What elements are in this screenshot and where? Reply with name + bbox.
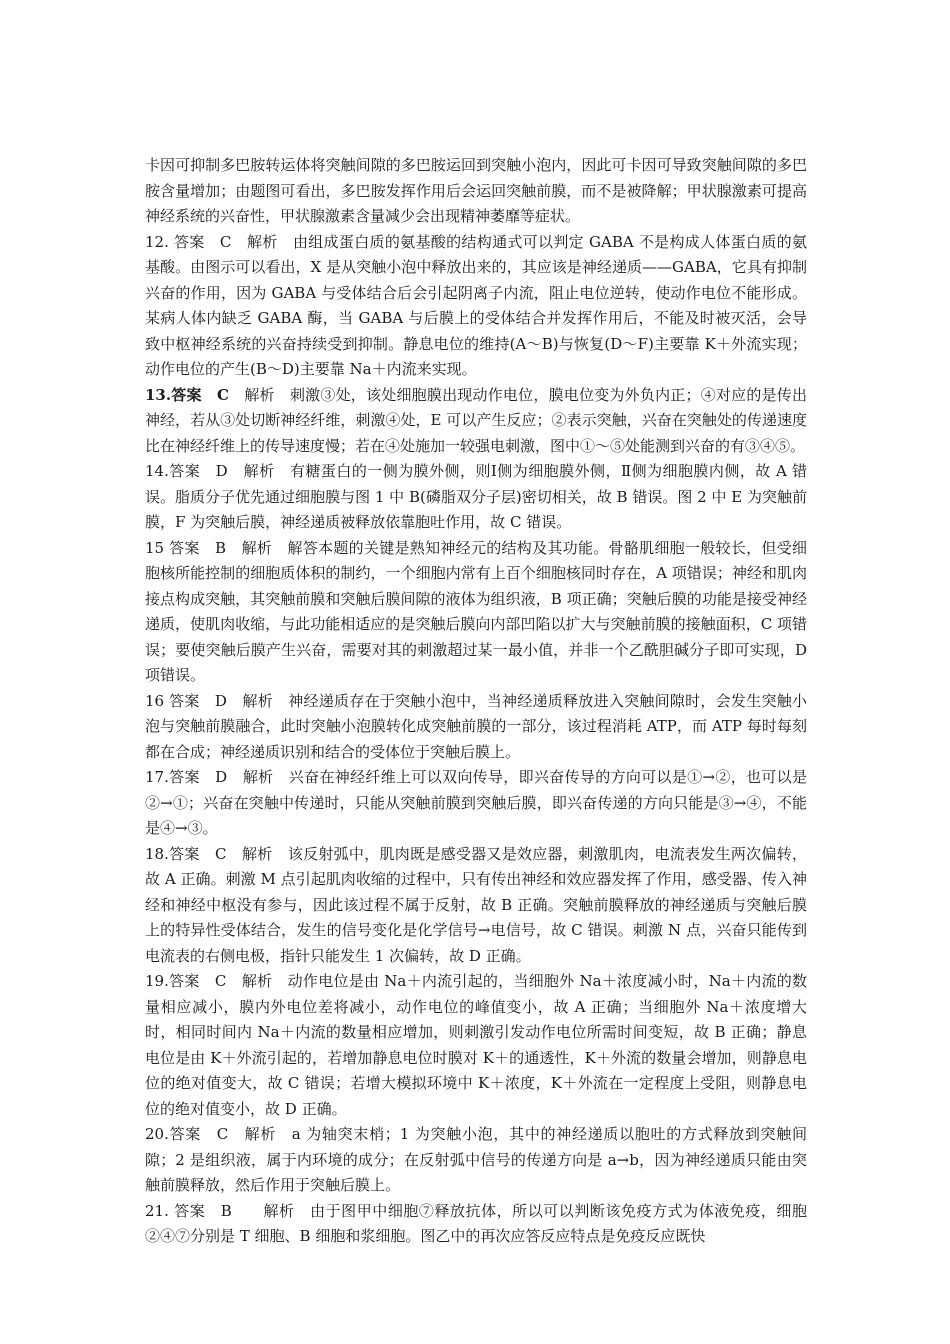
answer-17 [145,765,807,842]
answer-15 [145,536,807,689]
answer-heading: 15 答案 B 解析 [145,538,288,557]
answer-explanation: 该反射弧中，肌肉既是感受器又是效应器，刺激肌肉，电流表发生两次偏转，故 A 正确。刺激 M 点引起肌肉收缩的过程中，只有传出神经和效应器发挥了作用，感受器、传入神经和神经中枢没有参与，因此该过程不属于反射，故 B 正确。突触前膜释放的神经递质与突触后膜上的特异性受体结合，发生的信号变化是化学信号→电信号，故 C 错误。刺激 N 点，兴奋只能传到电流表的右侧电极，指针只能发生 1 次偏转，故 D 正确。 [145,844,807,965]
answer-explanation: 由于图甲中细胞⑦释放抗体，所以可以判断该免疫方式为体液免疫，细胞②④⑦分别是 T 细胞、B 细胞和浆细胞。图乙中的再次应答反应特点是免疫反应既快 [145,1201,807,1245]
paragraph-continuation [145,153,807,230]
document-page [145,153,807,1250]
answer-heading: 14.答案 D 解析 [145,462,290,480]
answer-19 [145,969,807,1122]
answer-16 [145,689,807,766]
answer-explanation: 神经递质存在于突触小泡中，当神经递质释放进入突触间隙时，会发生突触小泡与突触前膜融合，此时突触小泡膜转化成突触前膜的一部分，该过程消耗 ATP，而 ATP 每时每刻都在合成；神经递质识别和结合的受体位于突触后膜上。 [145,691,807,761]
answer-explanation: 解答本题的关键是熟知神经元的结构及其功能。骨骼肌细胞一般较长，但受细胞核所能控制的细胞质体积的制约，一个细胞内常有上百个细胞核同时存在，A 项错误；神经和肌肉接点构成突触，其突触前膜和突触后膜间隙的液体为组织液，B 项正确；突触后膜的功能是接受神经递质，使肌肉收缩，与此功能相适应的是突触后膜向内部凹陷以扩大与突触前膜的接触面积，C 项错误；要使突触后膜产生兴奋，需要对其的刺激超过某一最小值，并非一个乙酰胆碱分子即可实现，D 项错误。 [145,538,807,684]
answer-21 [145,1199,807,1250]
answer-explanation: 有糖蛋白的一侧为膜外侧，则Ⅰ侧为细胞膜外侧，Ⅱ侧为细胞膜内侧，故 A 错误。脂质分子优先通过细胞膜与图 1 中 B(磷脂双分子层)密切相关，故 B 错误。图 2 中 E 为突触前膜，F 为突触后膜，神经递质被释放依靠胞吐作用，故 C 错误。 [145,462,807,531]
answer-heading: 18.答案 C 解析 [145,844,288,863]
answer-heading: 19.答案 C 解析 [145,972,288,990]
answer-explanation: 兴奋在神经纤维上可以双向传导，即兴奋传导的方向可以是①→②，也可以是②→①；兴奋在突触中传递时，只能从突触前膜到突触后膜，即兴奋传递的方向只能是③→④，不能是④→③。 [145,768,808,837]
answer-heading: 20.答案 C 解析 [145,1125,292,1143]
answer-12 [145,230,807,383]
paragraph-text: 卡因可抑制多巴胺转运体将突触间隙的多巴胺运回到突触小泡内，因此可卡因可导致突触间隙的多巴胺含量增加；由题图可看出，多巴胺发挥作用后会运回突触前膜，而不是被降解；甲状腺激素可提高神经系统的兴奋性，甲状腺激素含量减少会出现精神萎靡等症状。 [145,156,807,225]
answer-heading: 21. 答案 B 解析 [145,1201,311,1220]
answer-heading: 13.答案 C [145,385,229,404]
answer-explanation: 由组成蛋白质的氨基酸的结构通式可以判定 GABA 不是构成人体蛋白质的氨基酸。由图示可以看出，X 是从突触小泡中释放出来的，其应该是神经递质——GABA，它具有抑制兴奋的作用，因为 GABA 与受体结合后会引起阴离子内流，阻止电位逆转，使动作电位不能形成。某病人体内缺乏 GABA 酶，当 GABA 与后膜上的受体结合并发挥作用后，不能及时被灭活，会导致中枢神经系统的兴奋持续受到抑制。静息电位的维持(A～B)与恢复(D～F)主要靠 K＋外流实现；动作电位的产生(B～D)主要靠 Na＋内流来实现。 [145,232,807,378]
answer-explanation: a 为轴突末梢；1 为突触小泡，其中的神经递质以胞吐的方式释放到突触间隙；2 是组织液，属于内环境的成分；在反射弧中信号的传递方向是 a→b，因为神经递质只能由突触前膜释放，然后作用于突触后膜上。 [145,1125,807,1194]
answer-20 [145,1122,807,1199]
answer-heading: 17.答案 D 解析 [145,768,289,786]
answer-18 [145,842,807,970]
answer-explanation: 解析 刺激③处，该处细胞膜出现动作电位，膜电位变为外负内正；④对应的是传出神经，若从③处切断神经纤维，刺激④处，E 可以产生反应；②表示突触，兴奋在突触处的传递速度比在神经纤维上的传导速度慢；若在④处施加一较强电刺激，图中①～⑤处能测到兴奋的有③④⑤。 [145,385,807,455]
answer-heading: 12. 答案 C 解析 [145,232,293,251]
answer-13 [145,383,807,460]
answer-14 [145,459,807,536]
answer-explanation: 动作电位是由 Na＋内流引起的，当细胞外 Na＋浓度减小时，Na＋内流的数量相应减小，膜内外电位差将减小，动作电位的峰值变小，故 A 正确；当细胞外 Na＋浓度增大时，相同时间内 Na＋内流的数量相应增加，则刺激引发动作电位所需时间变短，故 B 正确；静息电位是由 K＋外流引起的，若增加静息电位时膜对 K＋的通透性，K＋外流的数量会增加，则静息电位的绝对值变大，故 C 错误；若增大模拟环境中 K＋浓度，K＋外流在一定程度上受阻，则静息电位的绝对值变小，故 D 正确。 [145,972,807,1118]
answer-heading: 16 答案 D 解析 [145,691,289,710]
